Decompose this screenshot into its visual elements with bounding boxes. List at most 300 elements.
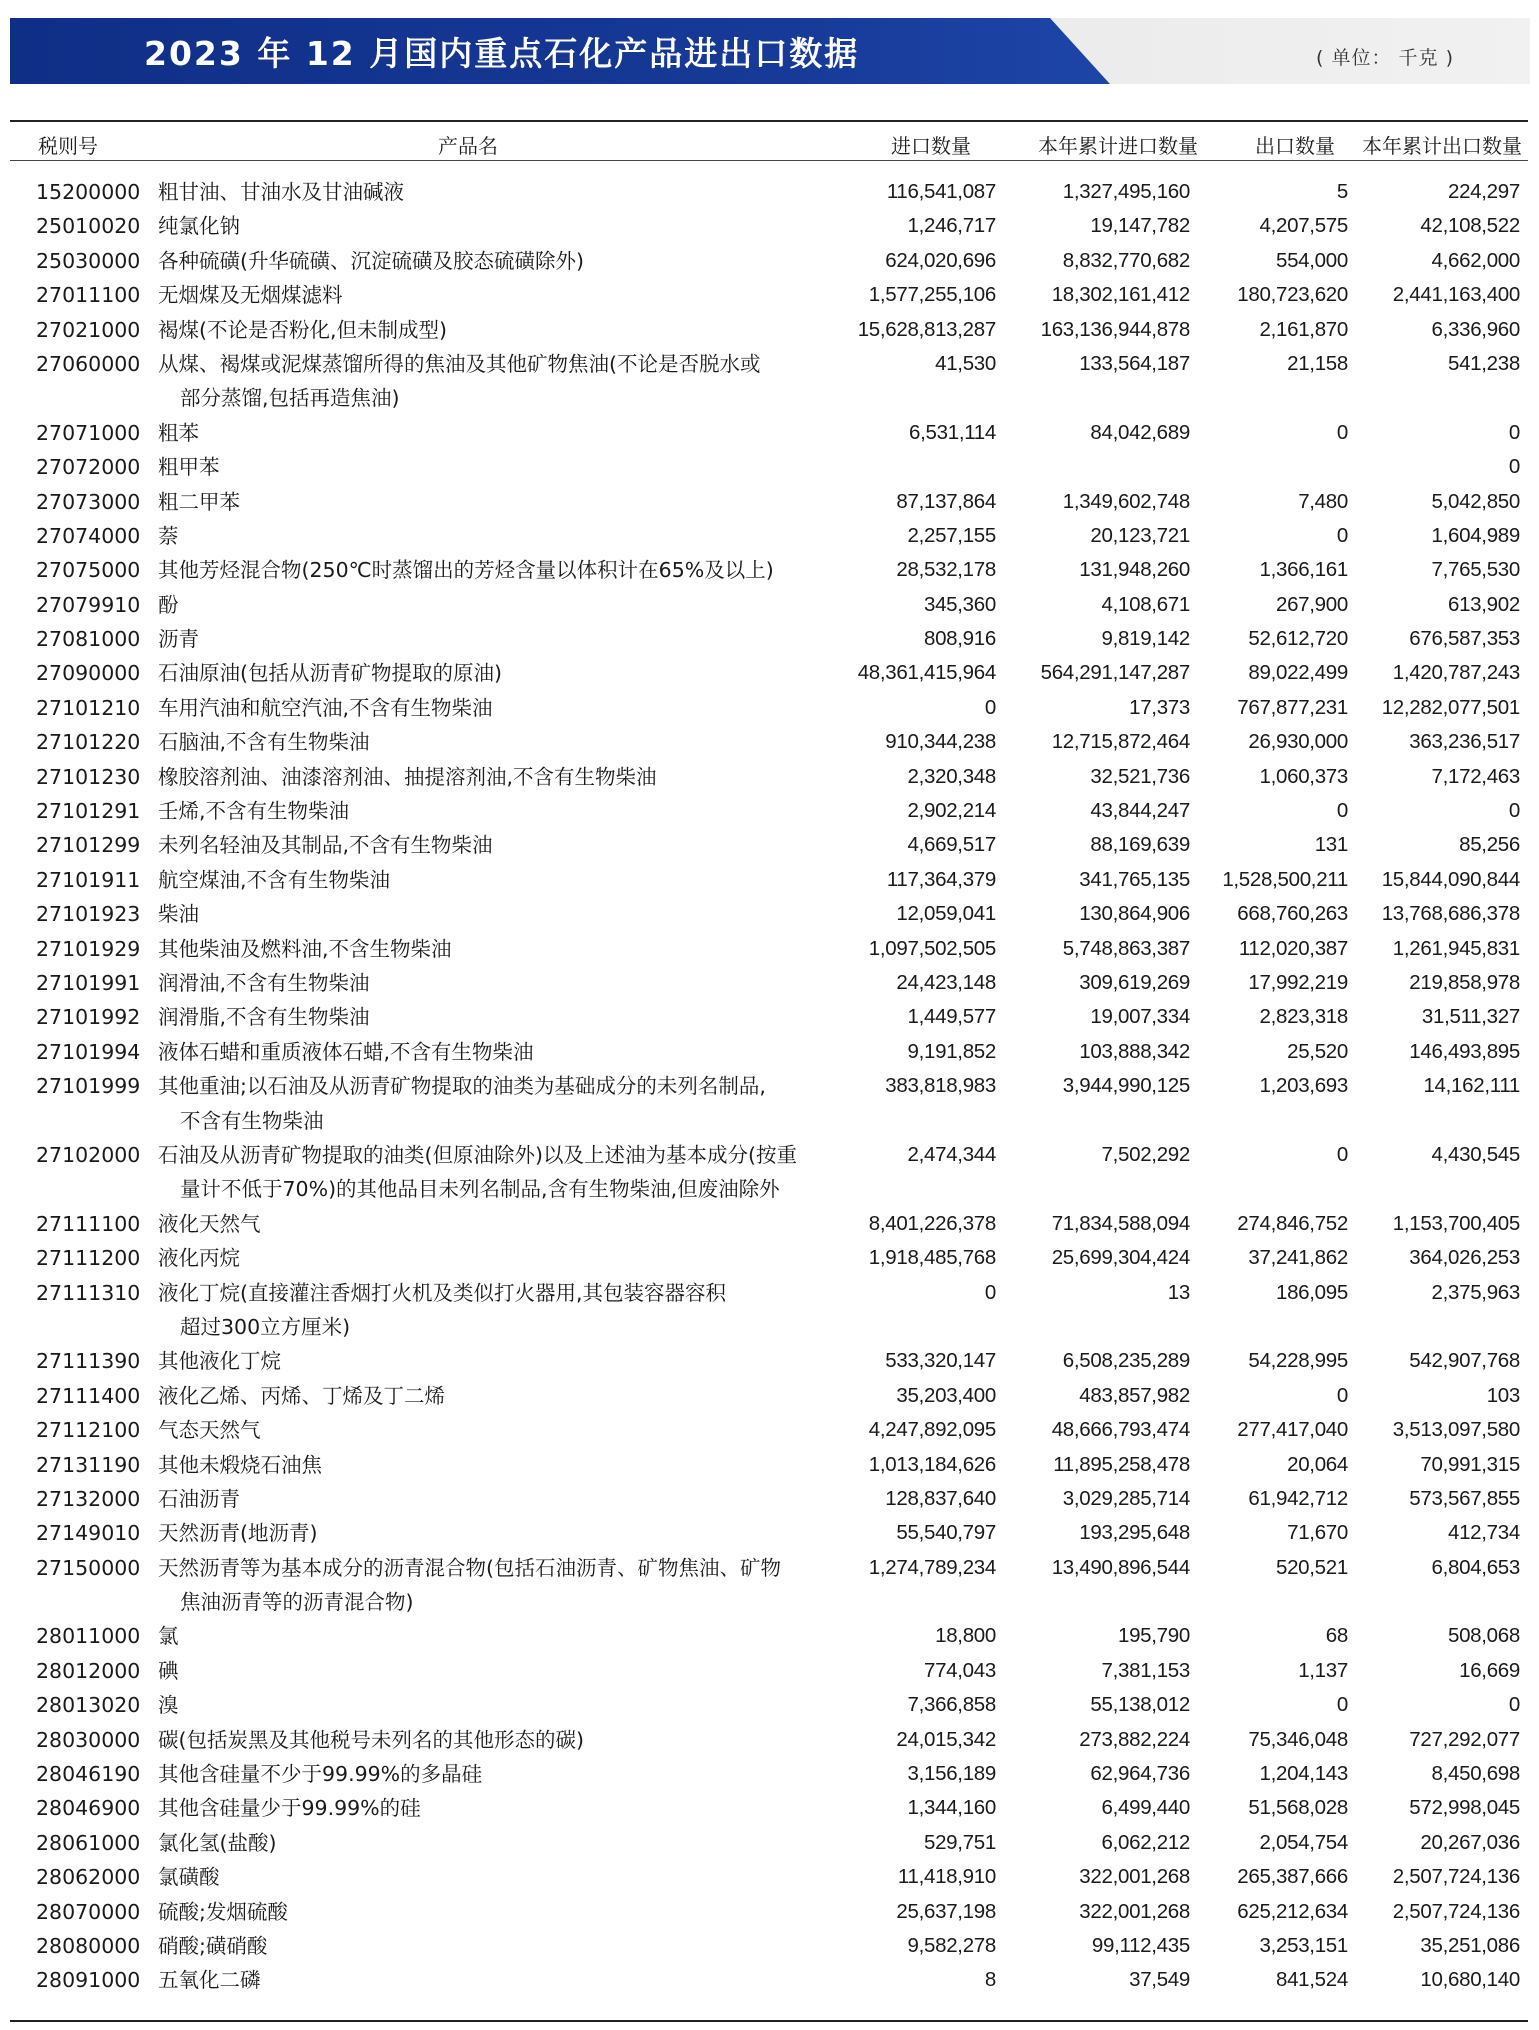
import-quantity: 4,669,517 [907, 833, 996, 857]
import-cumulative: 43,844,247 [1090, 799, 1190, 823]
import-cumulative: 99,112,435 [1091, 1934, 1190, 1957]
table-row [10, 894, 1528, 928]
product-name [158, 1276, 726, 1345]
product-name-line1: 沥青 [158, 627, 199, 652]
import-quantity: 11,418,910 [897, 1865, 996, 1889]
product-name-line1: 石油沥青 [158, 1486, 240, 1511]
product-name-line2: 部分蒸馏,包括再造焦油) [180, 386, 400, 411]
export-quantity: 2,823,318 [1259, 1005, 1348, 1029]
import-cumulative: 19,147,782 [1090, 214, 1190, 238]
import-quantity: 6,531,114 [909, 420, 996, 444]
tariff-code: 27131190 [36, 1452, 141, 1477]
export-cumulative: 2,441,163,400 [1392, 283, 1520, 307]
export-cumulative: 573,567,855 [1409, 1486, 1520, 1510]
export-cumulative: 20,267,036 [1420, 1830, 1520, 1854]
table-row [10, 206, 1528, 240]
import-cumulative: 273,882,224 [1079, 1727, 1190, 1751]
import-quantity: 41,530 [935, 351, 996, 375]
table-row [10, 1273, 1528, 1342]
export-cumulative: 412,734 [1447, 1521, 1520, 1545]
import-cumulative: 20,123,721 [1090, 523, 1190, 547]
export-quantity: 0 [1336, 1142, 1348, 1166]
export-cumulative: 13,768,686,378 [1381, 902, 1520, 926]
import-cumulative: 55,138,012 [1090, 1693, 1190, 1717]
export-quantity: 767,877,231 [1237, 695, 1348, 719]
product-name-line1: 从煤、褐煤或泥煤蒸馏所得的焦油及其他矿物焦油(不论是否脱水或 [158, 351, 761, 376]
export-cumulative: 16,669 [1459, 1658, 1520, 1682]
product-name [158, 1482, 240, 1516]
product-name-line1: 溴 [158, 1693, 179, 1718]
product-name-line1: 其他柴油及燃料油,不含生物柴油 [158, 936, 452, 961]
table-row [10, 1066, 1528, 1135]
tariff-code: 28062000 [36, 1865, 141, 1890]
export-quantity: 1,366,161 [1259, 558, 1348, 582]
table-row [10, 722, 1528, 756]
product-name [158, 1448, 322, 1482]
product-name-line1: 其他含硅量不少于99.99%的多晶硅 [158, 1762, 483, 1787]
import-quantity: 808,916 [923, 627, 996, 651]
product-name-line1: 硫酸;发烟硫酸 [158, 1899, 288, 1924]
product-name [158, 1929, 267, 1963]
product-name-line1: 硝酸;磺硝酸 [158, 1934, 268, 1958]
import-quantity: 4,247,892,095 [868, 1418, 996, 1442]
export-quantity: 4,207,575 [1259, 214, 1348, 238]
import-cumulative: 1,327,495,160 [1062, 180, 1190, 203]
tariff-code: 25010020 [36, 214, 141, 239]
tariff-code: 27101929 [36, 936, 141, 961]
product-name-line1: 褐煤(不论是否粉化,但未制成型) [158, 317, 448, 342]
import-quantity: 48,361,415,964 [857, 661, 996, 685]
table-row [10, 310, 1528, 344]
product-name [158, 1138, 797, 1207]
tariff-code: 27111310 [36, 1280, 141, 1305]
column-header-import-cumulative: 本年累计进口数量 [1038, 134, 1198, 158]
product-name [158, 1069, 766, 1138]
product-name-line1: 润滑脂,不含有生物柴油 [158, 1005, 370, 1030]
product-name-line1: 润滑油,不含有生物柴油 [158, 971, 370, 995]
export-quantity: 89,022,499 [1248, 661, 1348, 685]
export-quantity: 26,930,000 [1248, 730, 1348, 754]
import-cumulative: 163,136,944,878 [1040, 317, 1190, 341]
import-quantity: 1,013,184,626 [868, 1452, 996, 1476]
table-row [10, 997, 1528, 1031]
export-quantity: 7,480 [1298, 489, 1348, 513]
product-name-line1: 气态天然气 [158, 1418, 261, 1443]
export-cumulative: 15,844,090,844 [1381, 867, 1520, 891]
product-name-line1: 液体石蜡和重质液体石蜡,不含有生物柴油 [158, 1039, 534, 1064]
product-name [158, 932, 452, 966]
export-quantity: 274,846,752 [1237, 1211, 1348, 1235]
export-cumulative: 70,991,315 [1420, 1452, 1520, 1476]
import-quantity: 345,360 [923, 592, 996, 616]
table-row [10, 1445, 1528, 1479]
export-cumulative: 4,430,545 [1431, 1142, 1520, 1166]
table-row [10, 1513, 1528, 1547]
product-name-line1: 粗苯 [158, 420, 199, 445]
product-name-line1: 天然沥青等为基本成分的沥青混合物(包括石油沥青、矿物焦油、矿物 [158, 1555, 781, 1580]
import-cumulative: 62,964,736 [1090, 1762, 1190, 1786]
table-row [10, 275, 1528, 309]
product-name-line1: 未列名轻油及其制品,不含有生物柴油 [158, 833, 493, 858]
import-quantity: 9,582,278 [907, 1934, 996, 1957]
table-row [10, 1410, 1528, 1444]
export-quantity: 112,020,387 [1238, 936, 1348, 960]
import-cumulative: 13 [1167, 1280, 1190, 1304]
product-name-line1: 粗甲苯 [158, 455, 220, 480]
product-name-line1: 液化丁烷(直接灌注香烟打火机及类似打火器用,其包装容器容积 [158, 1280, 727, 1305]
product-name [158, 863, 390, 897]
product-name-line1: 液化天然气 [158, 1211, 261, 1236]
import-cumulative: 103,888,342 [1079, 1039, 1190, 1063]
export-quantity: 37,241,862 [1248, 1246, 1348, 1270]
column-header-code: 税则号 [38, 134, 98, 158]
tariff-code: 27021000 [36, 317, 141, 342]
export-cumulative: 7,172,463 [1431, 764, 1520, 788]
import-cumulative: 309,619,269 [1079, 971, 1190, 994]
export-cumulative: 4,662,000 [1431, 248, 1520, 272]
export-quantity: 21,158 [1287, 351, 1348, 375]
import-cumulative: 32,521,736 [1090, 764, 1190, 788]
product-name [158, 1723, 584, 1757]
import-quantity: 1,274,789,234 [868, 1555, 996, 1579]
tariff-code: 27111100 [36, 1211, 141, 1236]
table-row [10, 1788, 1528, 1822]
table-row [10, 1754, 1528, 1788]
import-quantity: 24,015,342 [896, 1727, 996, 1751]
export-cumulative: 1,604,989 [1431, 523, 1520, 547]
table-row [10, 1720, 1528, 1754]
export-quantity: 5 [1336, 180, 1348, 203]
table-row [10, 963, 1528, 997]
export-quantity: 0 [1336, 523, 1348, 547]
product-name [158, 1379, 445, 1413]
export-quantity: 51,568,028 [1248, 1796, 1348, 1820]
tariff-code: 27102000 [36, 1142, 141, 1167]
export-quantity: 68 [1325, 1624, 1348, 1648]
import-cumulative: 18,302,161,412 [1051, 283, 1190, 307]
product-name [158, 244, 584, 278]
product-name-line1: 壬烯,不含有生物柴油 [158, 799, 350, 824]
import-quantity: 1,246,717 [907, 214, 996, 238]
export-cumulative: 0 [1508, 455, 1520, 479]
import-quantity: 128,837,640 [885, 1486, 996, 1510]
tariff-code: 27101994 [36, 1039, 141, 1064]
export-quantity: 841,524 [1275, 1968, 1348, 1992]
tariff-code: 15200000 [36, 180, 141, 204]
export-cumulative: 219,858,978 [1409, 971, 1520, 994]
export-cumulative: 42,108,522 [1420, 214, 1520, 238]
import-quantity: 1,918,485,768 [868, 1246, 996, 1270]
import-cumulative: 13,490,896,544 [1051, 1555, 1190, 1579]
product-name [158, 588, 179, 622]
product-name [158, 828, 493, 862]
tariff-code: 27073000 [36, 489, 141, 514]
export-quantity: 1,137 [1298, 1658, 1348, 1682]
import-quantity: 87,137,864 [896, 489, 996, 513]
import-quantity: 25,637,198 [896, 1899, 996, 1923]
import-quantity: 0 [984, 695, 996, 719]
product-name [158, 485, 240, 519]
tariff-code: 28080000 [36, 1934, 141, 1958]
product-name [158, 760, 657, 794]
export-quantity: 1,204,143 [1259, 1762, 1348, 1786]
tariff-code: 27075000 [36, 558, 141, 583]
tariff-code: 27112100 [36, 1418, 141, 1443]
export-quantity: 277,417,040 [1237, 1418, 1348, 1442]
import-cumulative: 341,765,135 [1079, 867, 1190, 891]
table-row [10, 688, 1528, 722]
import-quantity: 0 [984, 1280, 996, 1304]
product-name [158, 1963, 261, 1997]
table-row [10, 929, 1528, 963]
import-cumulative: 1,349,602,748 [1062, 489, 1190, 513]
export-quantity: 0 [1336, 1693, 1348, 1717]
table-row [10, 1857, 1528, 1891]
import-quantity: 2,257,155 [907, 523, 996, 547]
import-cumulative: 84,042,689 [1090, 420, 1190, 444]
table-row [10, 1616, 1528, 1650]
export-cumulative: 1,420,787,243 [1392, 661, 1520, 685]
export-cumulative: 0 [1508, 799, 1520, 823]
product-name [158, 1757, 482, 1791]
export-cumulative: 224,297 [1447, 180, 1520, 203]
import-quantity: 910,344,238 [885, 730, 996, 754]
product-name [158, 313, 447, 347]
table-header [10, 122, 1528, 161]
export-cumulative: 363,236,517 [1409, 730, 1520, 754]
product-name-line1: 柴油 [158, 902, 199, 927]
product-name-line1: 粗甘油、甘油水及甘油碱液 [158, 180, 404, 204]
product-name [158, 175, 404, 209]
import-quantity: 9,191,852 [907, 1039, 996, 1063]
product-name [158, 691, 493, 725]
table-row [10, 1892, 1528, 1926]
import-cumulative: 6,062,212 [1101, 1830, 1190, 1854]
export-cumulative: 6,336,960 [1431, 317, 1520, 341]
product-name-line2: 量计不低于70%)的其他品目未列名制品,含有生物柴油,但废油除外 [180, 1177, 780, 1202]
export-quantity: 61,942,712 [1248, 1486, 1348, 1510]
tariff-code: 25030000 [36, 248, 141, 273]
export-cumulative: 35,251,086 [1420, 1934, 1520, 1957]
import-quantity: 35,203,400 [896, 1383, 996, 1407]
export-quantity: 186,095 [1275, 1280, 1348, 1304]
export-quantity: 1,203,693 [1259, 1074, 1348, 1098]
product-name-line1: 粗二甲苯 [158, 489, 240, 514]
import-quantity: 1,344,160 [907, 1796, 996, 1820]
import-cumulative: 37,549 [1129, 1968, 1190, 1992]
export-cumulative: 727,292,077 [1409, 1727, 1520, 1751]
import-cumulative: 8,832,770,682 [1062, 248, 1190, 272]
product-name-line1: 天然沥青(地沥青) [158, 1521, 318, 1546]
export-quantity: 1,060,373 [1259, 764, 1348, 788]
export-cumulative: 2,507,724,136 [1392, 1899, 1520, 1923]
export-cumulative: 10,680,140 [1420, 1968, 1520, 1992]
table-row [10, 757, 1528, 791]
product-name [158, 966, 370, 1000]
product-name-line1: 石油及从沥青矿物提取的油类(但原油除外)以及上述油为基本成分(按重 [158, 1142, 797, 1167]
import-quantity: 2,320,348 [907, 764, 996, 788]
table-row [10, 1685, 1528, 1719]
export-quantity: 17,992,219 [1248, 971, 1348, 994]
table-row [10, 1926, 1528, 1960]
export-quantity: 71,670 [1287, 1521, 1348, 1545]
export-cumulative: 103 [1486, 1383, 1520, 1407]
export-cumulative: 85,256 [1459, 833, 1520, 857]
export-quantity: 1,528,500,211 [1222, 867, 1348, 891]
tariff-code: 27101992 [36, 1005, 141, 1030]
import-cumulative: 322,001,268 [1079, 1899, 1190, 1923]
import-cumulative: 19,007,334 [1090, 1005, 1190, 1029]
tariff-code: 27101299 [36, 833, 141, 858]
table-row [10, 860, 1528, 894]
product-name [158, 1413, 261, 1447]
table-row [10, 1823, 1528, 1857]
export-cumulative: 6,804,653 [1431, 1555, 1520, 1579]
product-name [158, 1895, 288, 1929]
import-cumulative: 11,895,258,478 [1053, 1452, 1190, 1476]
tariff-code: 27101991 [36, 971, 141, 995]
export-cumulative: 2,375,963 [1431, 1280, 1520, 1304]
tariff-code: 27111400 [36, 1383, 141, 1408]
product-name-line1: 各种硫磺(升华硫磺、沉淀硫磺及胶态硫磺除外) [158, 248, 584, 273]
tariff-code: 27081000 [36, 627, 141, 652]
product-name-line2: 超过300立方厘米) [180, 1314, 351, 1339]
tariff-code: 27101923 [36, 902, 141, 927]
import-quantity: 8 [984, 1968, 996, 1992]
product-name-line1: 航空煤油,不含有生物柴油 [158, 867, 391, 892]
import-cumulative: 130,864,906 [1079, 902, 1190, 926]
product-name-line1: 石油原油(包括从沥青矿物提取的原油) [158, 661, 502, 686]
product-name [158, 1516, 318, 1550]
export-quantity: 265,387,666 [1237, 1865, 1348, 1889]
import-quantity: 2,474,344 [907, 1142, 996, 1166]
export-quantity: 25,520 [1287, 1039, 1348, 1063]
tariff-code: 27150000 [36, 1555, 141, 1580]
product-name-line1: 氯化氢(盐酸) [158, 1830, 277, 1855]
import-cumulative: 5,748,863,387 [1062, 936, 1190, 960]
import-cumulative: 195,790 [1117, 1624, 1190, 1648]
export-cumulative: 508,068 [1447, 1624, 1520, 1648]
import-quantity: 28,532,178 [896, 558, 996, 582]
product-name-line1: 其他重油;以石油及从沥青矿物提取的油类为基础成分的未列名制品, [158, 1074, 766, 1099]
import-cumulative: 322,001,268 [1079, 1865, 1190, 1889]
export-quantity: 520,521 [1275, 1555, 1348, 1579]
product-name-line1: 氯磺酸 [158, 1865, 220, 1890]
export-quantity: 75,346,048 [1248, 1727, 1348, 1751]
product-name [158, 622, 199, 656]
tariff-code: 27101230 [36, 764, 141, 789]
product-name-line1: 氯 [158, 1624, 179, 1649]
product-name [158, 278, 343, 312]
product-name-line1: 五氧化二磷 [158, 1968, 261, 1993]
product-name-line1: 酚 [158, 592, 179, 617]
product-name [158, 1000, 370, 1034]
table-row [10, 1032, 1528, 1066]
product-name-line1: 其他液化丁烷 [158, 1349, 281, 1374]
table-body [10, 172, 1528, 1995]
table-row [10, 241, 1528, 275]
product-name-line1: 无烟煤及无烟煤滤料 [158, 283, 343, 308]
tariff-code: 27074000 [36, 523, 141, 548]
page-banner [10, 18, 1530, 84]
export-quantity: 2,054,754 [1259, 1830, 1348, 1854]
import-quantity: 529,751 [923, 1830, 996, 1854]
import-cumulative: 3,944,990,125 [1062, 1074, 1190, 1098]
tariff-code: 27111390 [36, 1349, 141, 1374]
export-cumulative: 364,026,253 [1409, 1246, 1520, 1270]
product-name [158, 725, 370, 759]
product-name-line1: 橡胶溶剂油、油漆溶剂油、抽提溶剂油,不含有生物柴油 [158, 764, 657, 789]
export-quantity: 20,064 [1287, 1452, 1348, 1476]
import-quantity: 2,902,214 [907, 799, 996, 823]
product-name [158, 1826, 277, 1860]
tariff-code: 27132000 [36, 1486, 141, 1511]
product-name [158, 1791, 421, 1825]
import-quantity: 3,156,189 [907, 1762, 996, 1786]
product-name [158, 209, 240, 243]
table-row [10, 1960, 1528, 1994]
product-name-line1: 石脑油,不含有生物柴油 [158, 730, 370, 755]
import-quantity: 533,320,147 [885, 1349, 996, 1373]
table-row [10, 1548, 1528, 1617]
product-name [158, 347, 761, 416]
export-quantity: 0 [1336, 420, 1348, 444]
export-cumulative: 541,238 [1447, 351, 1520, 375]
table-row [10, 1238, 1528, 1272]
table-row [10, 1204, 1528, 1238]
product-name [158, 1688, 179, 1722]
import-quantity: 116,541,087 [886, 180, 996, 203]
table-row [10, 482, 1528, 516]
product-name [158, 450, 220, 484]
import-quantity: 774,043 [923, 1658, 996, 1682]
import-quantity: 1,097,502,505 [868, 936, 996, 960]
export-quantity: 2,161,870 [1259, 317, 1348, 341]
table-row [10, 1376, 1528, 1410]
tariff-code: 28030000 [36, 1727, 141, 1752]
table-row [10, 1135, 1528, 1204]
import-quantity: 1,577,255,106 [868, 283, 996, 307]
export-cumulative: 676,587,353 [1409, 627, 1520, 651]
import-cumulative: 7,502,292 [1101, 1142, 1190, 1166]
import-quantity: 15,628,813,287 [857, 317, 996, 341]
product-name-line1: 碘 [158, 1658, 179, 1683]
tariff-code: 27101291 [36, 799, 141, 824]
table-row [10, 516, 1528, 550]
column-header-import: 进口数量 [891, 134, 971, 158]
product-name-line1: 液化丙烷 [158, 1246, 240, 1271]
import-cumulative: 71,834,588,094 [1051, 1211, 1190, 1235]
product-name [158, 1241, 240, 1275]
product-name [158, 1035, 534, 1069]
export-cumulative: 14,162,111 [1423, 1074, 1520, 1098]
tariff-code: 27071000 [36, 420, 141, 445]
column-header-name: 产品名 [438, 134, 498, 158]
data-table [10, 120, 1528, 2022]
table-row [10, 172, 1528, 206]
product-name-line1: 萘 [158, 523, 179, 548]
export-cumulative: 12,282,077,501 [1381, 695, 1520, 719]
table-row [10, 653, 1528, 687]
import-cumulative: 17,373 [1129, 695, 1190, 719]
tariff-code: 28011000 [36, 1624, 141, 1649]
export-cumulative: 572,998,045 [1409, 1796, 1520, 1820]
export-quantity: 267,900 [1275, 592, 1348, 616]
import-cumulative: 193,295,648 [1079, 1521, 1190, 1545]
import-quantity: 383,818,983 [885, 1074, 996, 1098]
export-quantity: 625,212,634 [1237, 1899, 1348, 1923]
import-cumulative: 6,508,235,289 [1062, 1349, 1190, 1373]
